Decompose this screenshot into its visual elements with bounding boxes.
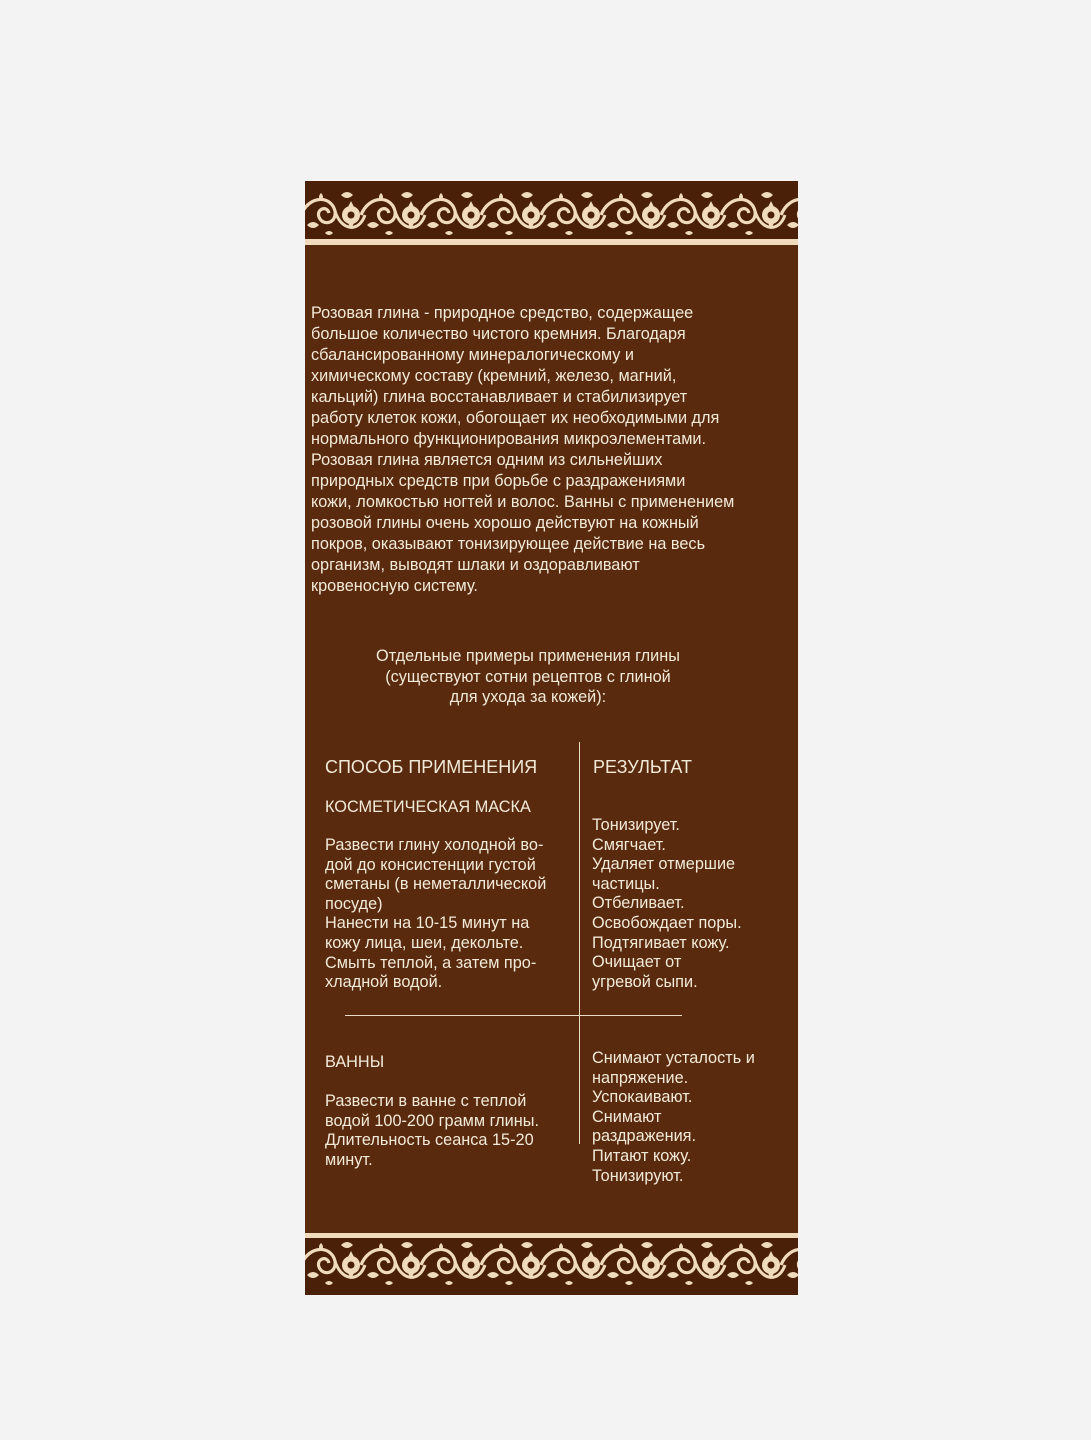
- floral-ornament-bottom-icon: [305, 1233, 798, 1295]
- row-method-baths: Развести в ванне с теплой водой 100-200 грамм глины. Длительность сеанса 15-20 минут.: [325, 1092, 539, 1169]
- floral-ornament-top-icon: [305, 181, 798, 245]
- table-row-divider: [345, 1015, 682, 1016]
- intro-text: Розовая глина - природное средство, содержащее большое количество чистого кремния. Благодаря сбалансированному минералогическому и химическому составу (кремний, железо, магний, кальций) глина восстанавливает и стабилизирует работу клеток кожи, обогощает их необходимыми для нормального функционирования микроэлементами. Розовая глина является одним из сильнейших природных средств при борьбе с раздражениями кожи, ломкостью ногтей и волос. Ванны с применением розовой глины очень хорошо действуют на кожный покров, оказывают тонизирующее действие на весь организм, выводят шлаки и оздоравливают кровеносную систему.: [311, 304, 735, 595]
- column-header-method: СПОСОБ ПРИМЕНЕНИЯ: [325, 757, 538, 777]
- product-info-panel: [305, 181, 798, 1295]
- examples-heading: Отдельные примеры применения глины (существуют сотни рецептов с глиной для ухода за кожей):: [376, 647, 680, 706]
- table-column-divider: [579, 742, 580, 1144]
- row-result-mask: Тонизирует. Смягчает. Удаляет отмершие частицы. Отбеливает. Освобождает поры. Подтягивает кожу. Очищает от угревой сыпи.: [592, 816, 742, 991]
- row-result-baths: Снимают усталость и напряжение. Успокаивают. Снимают раздражения. Питают кожу. Тонизируют.: [592, 1049, 755, 1185]
- column-header-result: РЕЗУЛЬТАТ: [593, 757, 692, 777]
- row-title-baths: ВАННЫ: [325, 1053, 385, 1071]
- row-method-mask: Развести глину холодной во- дой до консистенции густой сметаны (в неметаллической посуде) Нанести на 10-15 минут на кожу лица, шеи, декольте. Смыть теплой, а затем про- хладной водой.: [325, 836, 547, 992]
- row-title-mask: КОСМЕТИЧЕСКАЯ МАСКА: [325, 798, 531, 816]
